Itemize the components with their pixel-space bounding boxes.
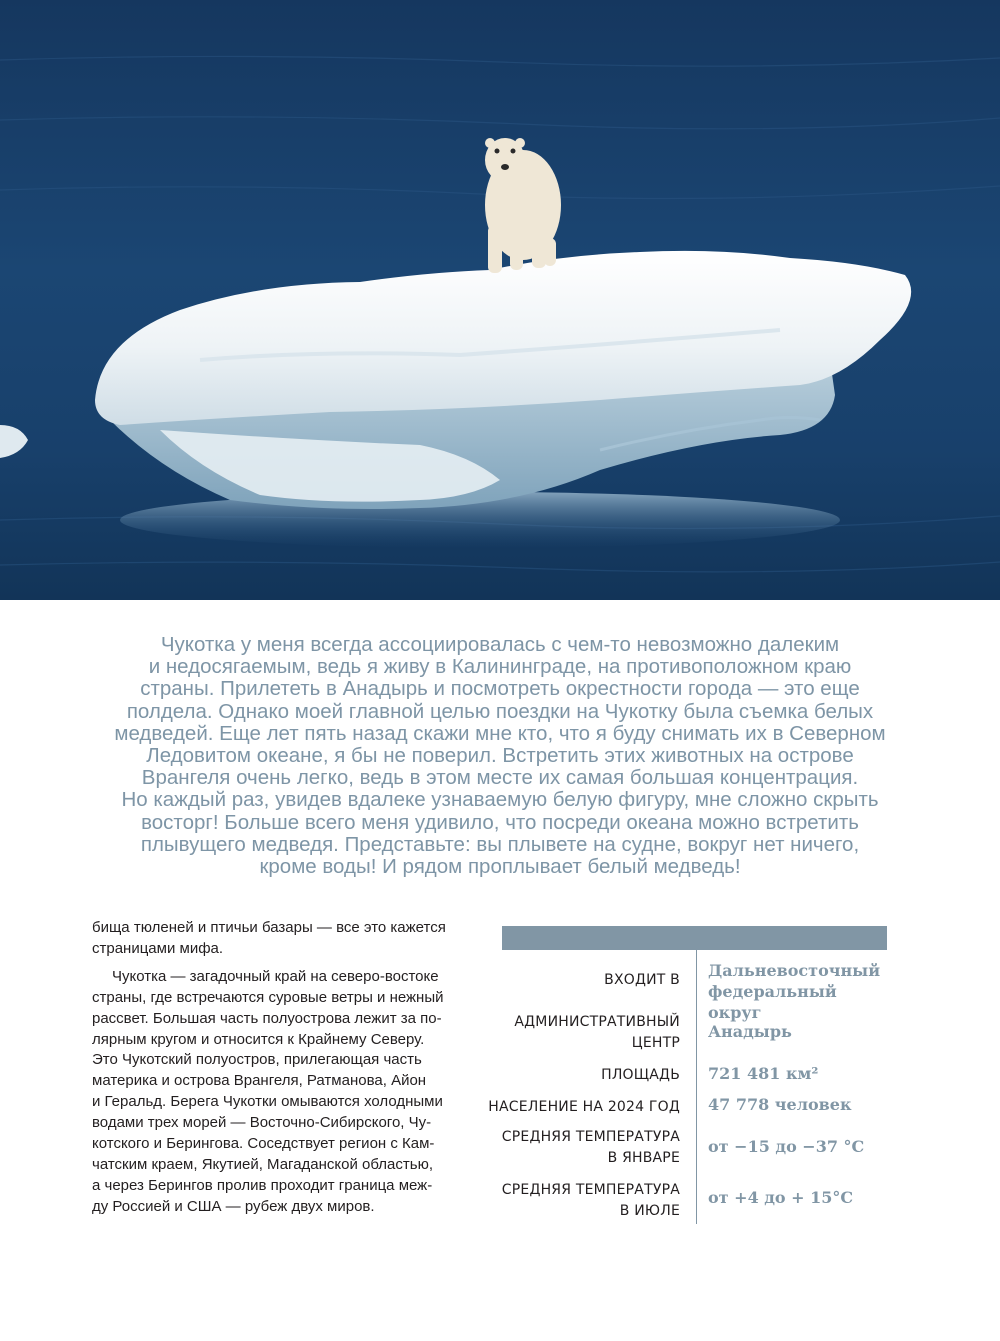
fact-label-area: ПЛОЩАДЬ [601,1067,680,1083]
body-line: и Геральд. Берега Чукотки омываются холодными [92,1093,443,1111]
lead-paragraph [100,634,900,878]
fact-label-jul-temp: СРЕДНЯЯ ТЕМПЕРАТУРА В ИЮЛЕ [501,1182,680,1219]
facts-box [488,926,887,1224]
lead-line: медведей. Еще лет пять назад скажи мне кто, что я буду снимать их в Северном [114,721,886,745]
body-line: страны, где встречаются суровые ветры и нежный [92,988,444,1006]
body-line: Чукотка — загадочный край на северо-востоке [112,967,439,985]
body-line: лярным кругом и относится к Крайнему Северу. [92,1030,425,1048]
lead-line: Ледовитом океане, я бы не поверил. Встретить этих животных на острове [146,744,854,768]
fact-value-region: Дальневосточный федеральный округ [708,961,881,1022]
fact-value-area: 721 481 км² [708,1064,819,1083]
lead-line: Врангеля очень легко, ведь в этом месте их самая большая концентрация. [141,766,859,790]
body-line: страницами мифа. [92,939,224,957]
fact-value-jul-temp: от +4 до + 15°С [708,1188,854,1207]
body-line: бища тюленей и птичьи базары — все это кажется [92,919,446,936]
fact-label-population: НАСЕЛЕНИЕ НА 2024 ГОД [488,1099,680,1115]
body-line: рассвет. Большая часть полуострова лежит за по- [92,1009,442,1027]
body-line: котского и Берингова. Соседствует регион с Кам- [92,1135,435,1153]
fact-value-jan-temp: от −15 до −37 °С [708,1137,865,1156]
lead-line: плывущего медведя. Представьте: вы плывете на судне, вокруг нет ничего, [140,832,860,856]
fact-value-population: 47 778 человек [708,1095,852,1114]
body-line: материка и острова Врангеля, Ратманова, Айон [92,1072,427,1090]
lead-line: Но каждый раз, увидев вдалеке узнаваемую белую фигуру, мне сложно скрыть [121,788,879,812]
lead-line: страны. Прилететь в Анадырь и посмотреть окрестности города — это еще [140,677,860,701]
body-line: а через Берингов пролив проходит граница меж- [92,1176,433,1194]
body-line: чатским краем, Якутией, Магаданской областью, [92,1155,434,1173]
facts-header-bar [502,926,887,950]
fact-value-admin-center: Анадырь [708,1022,792,1041]
facts-divider [696,950,697,1224]
fact-label-region: ВХОДИТ В [604,972,680,988]
body-line: водами трех морей — Восточно-Сибирского, Чу- [92,1114,432,1132]
lead-line: восторг! Больше всего меня удивило, что посреди океана можно встретить [141,810,859,834]
lead-line: полдела. Однако моей главной целью поездки на Чукотку была съемка белых [126,699,874,723]
fact-label-jan-temp: СРЕДНЯЯ ТЕМПЕРАТУРА В ЯНВАРЕ [501,1129,680,1166]
lead-line: и недосягаемым, ведь я живу в Калининграде, на противоположном краю [148,655,852,679]
body-line: ду Россией и США — рубеж двух миров. [92,1197,375,1215]
polar-bear-photo [0,0,1000,600]
body-line: Это Чукотский полуостров, прилегающая часть [92,1051,422,1069]
lead-line: Чукотка у меня всегда ассоциировалась с чем-то невозможно далеким [160,633,840,656]
article-body [92,918,478,1218]
lead-line: кроме воды! И рядом проплывает белый медведь! [259,855,741,879]
fact-label-admin-center: АДМИНИСТРАТИВНЫЙ ЦЕНТР [514,1014,680,1051]
